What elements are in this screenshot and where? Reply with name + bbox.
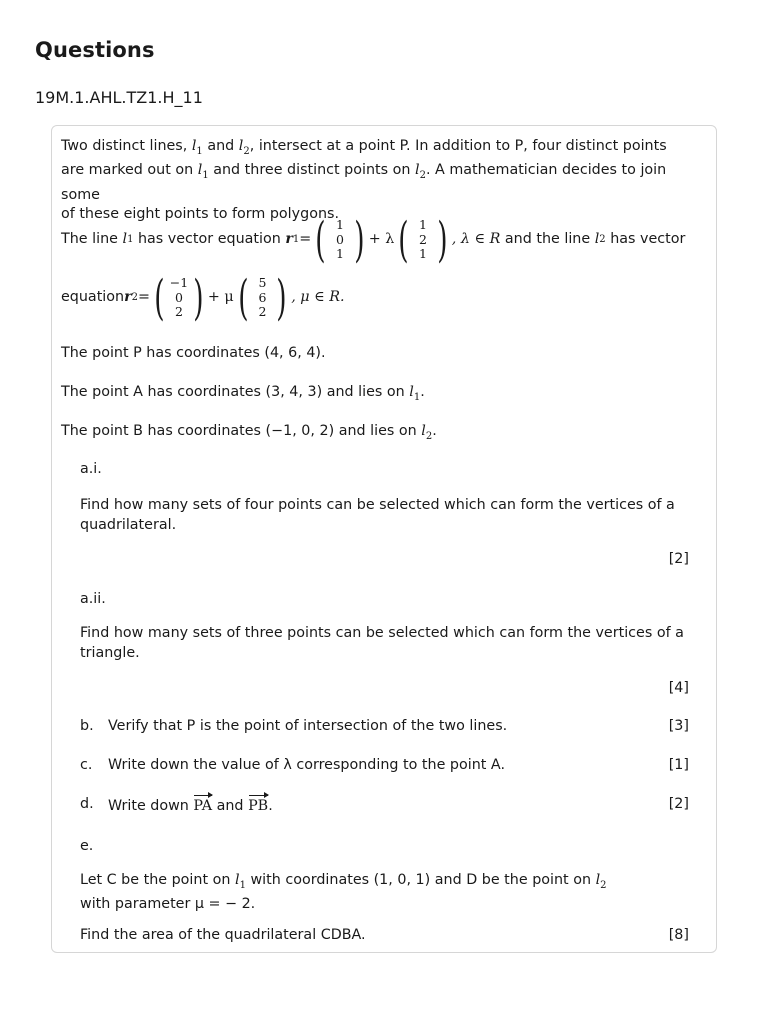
vector-pa: PA (193, 797, 212, 817)
vector-b1: ( 1 2 1 ) (398, 212, 448, 268)
line1-equation: The line l 1 has vector equation r 1 = ( 1 0 1 ) + λ ( 1 2 1 ) , λ ∈ R and the line l 2 has vector (61, 212, 686, 268)
part-b-mark: [3] (668, 718, 689, 734)
vector-b2: ( 5 6 2 ) (237, 270, 287, 326)
part-b-label: b. (80, 718, 94, 734)
page-title: Questions (35, 38, 155, 62)
part-e-label: e. (80, 838, 94, 854)
vector-pb: PB (248, 797, 268, 817)
part-e-question: Find the area of the quadrilateral CDBA. (80, 927, 366, 943)
part-ai-mark: [2] (668, 551, 689, 567)
part-aii-mark: [4] (668, 680, 689, 696)
vector-a2: ( −1 0 2 ) (154, 270, 204, 326)
part-c-label: c. (80, 757, 93, 773)
part-aii-text: Find how many sets of three points can be selected which can form the vertices of a triangle. (80, 625, 684, 661)
part-b-text: Verify that P is the point of intersection of the two lines. (108, 718, 508, 734)
part-d-text: Write down PA and PB. (108, 797, 273, 817)
stem-intro: Two distinct lines, $l_1$ and $l_2$, intersect at a point P. In addition to P, four distinct points are marked out on $l_1$ and three distinct points on $l_2$. A mathematician decides to join some of these eight points to form polygons. (61, 138, 667, 223)
part-ai-label: a.i. (80, 461, 102, 477)
question-code: 19M.1.AHL.TZ1.H_11 (35, 88, 203, 107)
point-p-text: The point P has coordinates (4, 6, 4). (61, 345, 326, 361)
part-c-mark: [1] (668, 757, 689, 773)
vector-a1: ( 1 0 1 ) (315, 212, 365, 268)
part-c-text: Write down the value of λ corresponding to the point A. (108, 757, 505, 773)
part-d-label: d. (80, 796, 94, 812)
point-a-text: The point A has coordinates (3, 4, 3) and lies on $l_1$. (61, 384, 425, 403)
line2-equation: equation r 2 = ( −1 0 2 ) + μ ( 5 6 2 ) , μ ∈ R. (61, 270, 345, 326)
point-b-text: The point B has coordinates (−1, 0, 2) and lies on $l_2$. (61, 423, 437, 442)
part-ai-text: Find how many sets of four points can be selected which can form the vertices of a quadrilateral. (80, 497, 675, 533)
part-e-mark: [8] (668, 927, 689, 943)
part-e-text: Let C be the point on $l_1$ with coordinates (1, 0, 1) and D be the point on $l_2$ with parameter μ = − 2. (80, 872, 607, 913)
part-d-mark: [2] (668, 796, 689, 812)
part-aii-label: a.ii. (80, 591, 106, 607)
